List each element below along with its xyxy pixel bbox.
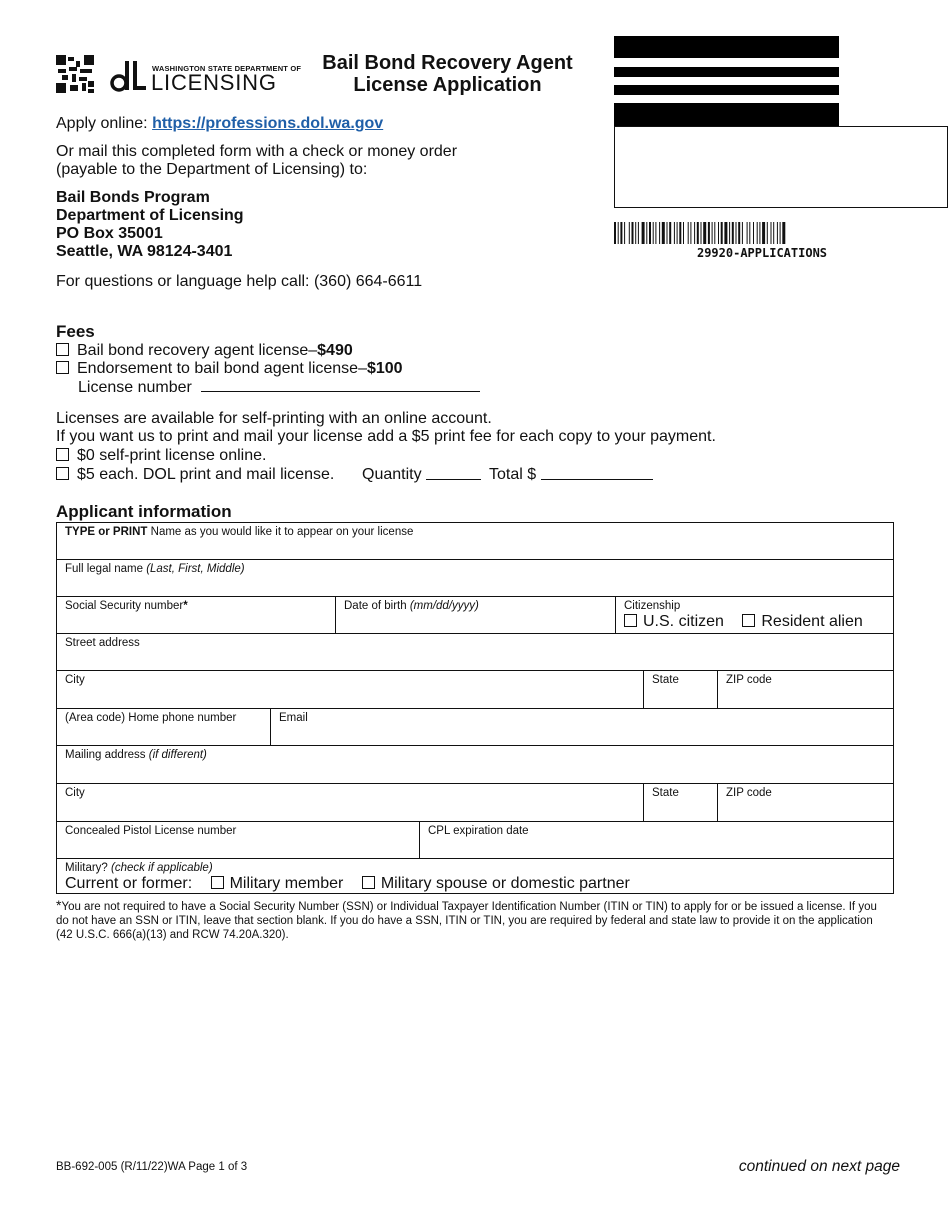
print-option-mail (56, 466, 334, 484)
form-row (57, 597, 893, 634)
print-option-label: $5 each. DOL print and mail license. (77, 466, 335, 483)
continued-note: continued on next page (738, 1158, 900, 1175)
office-use-stripe (614, 103, 839, 126)
barcode-bar (771, 222, 772, 244)
field-label: City (65, 787, 85, 799)
barcode-bar (777, 222, 778, 244)
mailing-zip-field[interactable] (718, 784, 893, 821)
fees-heading: Fees (56, 322, 95, 341)
form-row (57, 822, 893, 859)
footnote-mark: * (56, 897, 62, 913)
field-label: State (652, 787, 679, 799)
mailing-city-field[interactable] (57, 784, 644, 821)
barcode-bar (718, 222, 719, 244)
form-row (57, 671, 893, 709)
self-print-checkbox[interactable] (56, 448, 69, 461)
barcode-bar (629, 222, 630, 244)
barcode-bar (635, 222, 636, 244)
barcode-bar (729, 222, 730, 244)
field-hint: (mm/dd/yyyy) (409, 600, 479, 612)
applicant-form (56, 522, 894, 894)
form-row (57, 859, 893, 893)
qr-code-icon (56, 55, 94, 93)
form-title-line1: Bail Bond Recovery Agent (322, 52, 573, 74)
fee-item-endorsement: Endorsement to bail bond agent license–$100 (56, 360, 403, 378)
barcode-bar (679, 222, 681, 244)
us-citizen-checkbox[interactable] (624, 614, 637, 627)
email-field[interactable] (271, 709, 893, 745)
barcode-bar (767, 222, 768, 244)
barcode-bar (653, 222, 654, 244)
dob-field[interactable] (336, 597, 616, 633)
barcode-bar (667, 222, 668, 244)
military-field (57, 859, 893, 893)
applicant-heading: Applicant information (56, 502, 232, 521)
field-label-bold: TYPE or PRINT (65, 526, 148, 538)
barcode-icon (614, 222, 888, 244)
barcode-bar (674, 222, 675, 244)
barcode-bar (624, 222, 625, 244)
barcode-bar (762, 222, 765, 244)
resident-alien-checkbox[interactable] (742, 614, 755, 627)
apply-online-link[interactable]: https://professions.dol.wa.gov (152, 115, 384, 132)
barcode-bar (736, 222, 737, 244)
barcode-bar (632, 222, 634, 244)
field-label: ZIP code (726, 674, 772, 686)
barcode-bar (703, 222, 706, 244)
quantity-label: Quantity (362, 466, 422, 483)
apply-online-line (56, 115, 383, 133)
field-hint: (if different) (148, 749, 207, 761)
fee-recovery-agent-checkbox[interactable] (56, 343, 69, 356)
home-phone-field[interactable] (57, 709, 271, 745)
military-options (65, 875, 893, 893)
print-info-line1: Licenses are available for self-printing with an online account. (56, 410, 492, 427)
ssn-field[interactable] (57, 597, 336, 633)
footnote-text: You are not required to have a Social Security Number (SSN) or Individual Taxpayer Identification Number (ITIN or TIN) to apply for or be issued a license. If you do not have an SSN or ITIN, leave that section blank. If you do have a SSN, ITIN or TIN, you are required by federal and state law to provide it on the application (42 U.S.C. 666(a)(13) and RCW 74.20A.320). (56, 901, 877, 941)
mail-print-checkbox[interactable] (56, 467, 69, 480)
cpl-number-field[interactable] (57, 822, 420, 858)
office-use-stripe (614, 67, 839, 77)
field-label: CPL expiration date (428, 825, 529, 837)
mail-line2: (payable to the Department of Licensing) to: (56, 161, 368, 178)
barcode-bar (712, 222, 713, 244)
barcode-bar (782, 222, 785, 244)
form-title (295, 52, 600, 96)
office-use-stripe (614, 85, 839, 95)
fee-item-label: Endorsement to bail bond agent license (77, 360, 359, 377)
form-id: BB-692-005 (R/11/22)WA Page 1 of 3 (56, 1161, 248, 1173)
barcode-bar (659, 222, 660, 244)
fee-item-price: $100 (366, 360, 403, 377)
address-line: Seattle, WA 98124-3401 (56, 243, 233, 260)
barcode-bar (757, 222, 758, 244)
barcode-bar (749, 222, 750, 244)
barcode-bar (614, 222, 616, 244)
barcode-bar (732, 222, 734, 244)
barcode-bar (747, 222, 748, 244)
barcode-bar (620, 222, 622, 244)
barcode-bar (708, 222, 710, 244)
barcode-bar (662, 222, 665, 244)
field-label: Full legal name (65, 563, 147, 575)
form-row (57, 709, 893, 746)
barcode-bar (721, 222, 723, 244)
barcode-bar (701, 222, 702, 244)
state-field[interactable] (644, 671, 718, 708)
display-name-field[interactable] (57, 523, 893, 559)
apply-online-label: Apply online: (56, 115, 148, 132)
field-label: Citizenship (624, 600, 681, 612)
field-label: Military? (65, 862, 112, 874)
form-row (57, 784, 893, 822)
barcode-bar (677, 222, 678, 244)
barcode-bar (646, 222, 647, 244)
questions-line: For questions or language help call: (360) 664-6611 (56, 273, 423, 290)
agency-name-large: LICENSING (151, 70, 277, 95)
dol-logo-icon (110, 59, 148, 93)
field-label: Date of birth (344, 600, 410, 612)
field-hint: (Last, First, Middle) (146, 563, 245, 575)
barcode-bar (669, 222, 671, 244)
field-label: ZIP code (726, 787, 772, 799)
license-number-label: License number (78, 379, 192, 396)
military-spouse-checkbox[interactable] (362, 876, 375, 889)
barcode-bar (697, 222, 699, 244)
print-option-self (56, 447, 266, 465)
field-label: State (652, 674, 679, 686)
barcode-bar (742, 222, 743, 244)
form-row (57, 634, 893, 671)
option-label: Resident alien (761, 613, 863, 630)
legal-name-field[interactable] (57, 560, 893, 596)
address-line: Bail Bonds Program (56, 189, 210, 206)
mailing-address-field[interactable] (57, 746, 893, 783)
print-info-line2: If you want us to print and mail your license add a $5 print fee for each copy to your payment. (56, 428, 716, 445)
form-title-line2: License Application (353, 74, 542, 96)
barcode-bar (773, 222, 774, 244)
form-row (57, 746, 893, 784)
military-member-checkbox[interactable] (211, 876, 224, 889)
citizenship-options (624, 613, 893, 631)
barcode-bar (714, 222, 715, 244)
mail-line1: Or mail this completed form with a check or money order (56, 143, 458, 160)
field-label: City (65, 674, 85, 686)
field-label: Email (279, 712, 308, 724)
total-field[interactable] (541, 479, 653, 480)
barcode-bar (618, 222, 619, 244)
barcode-bar (738, 222, 740, 244)
option-label: Military member (229, 875, 344, 892)
total-label: Total $ (489, 466, 537, 483)
fee-item-price: $490 (317, 342, 353, 359)
address-line: PO Box 35001 (56, 225, 163, 242)
barcode-bar (724, 222, 727, 244)
barcode-bar (683, 222, 684, 244)
barcode-bar (688, 222, 689, 244)
field-label: Current or former: (65, 875, 193, 892)
barcode-bar (780, 222, 781, 244)
field-label: Social Security number (65, 600, 184, 612)
barcode-bar (638, 222, 639, 244)
barcode-bar (655, 222, 656, 244)
barcode-text: 29920-APPLICATIONS (696, 246, 828, 260)
footnote-mark: * (183, 600, 188, 612)
barcode-bar (759, 222, 760, 244)
address-line: Department of Licensing (56, 207, 244, 224)
city-field[interactable] (57, 671, 644, 708)
field-label: Mailing address (65, 749, 149, 761)
fee-item-label: Bail bond recovery agent license (77, 342, 309, 359)
street-address-field[interactable] (57, 634, 893, 670)
mailing-address (56, 189, 244, 261)
barcode-bar (694, 222, 695, 244)
office-use-box (614, 126, 948, 208)
field-label: Name as you would like it to appear on your license (147, 526, 414, 538)
barcode-bar (649, 222, 651, 244)
license-number-field[interactable] (201, 391, 480, 392)
citizenship-field (616, 597, 893, 633)
form-row (57, 523, 893, 560)
zip-field[interactable] (718, 671, 893, 708)
print-option-label: $0 self-print license online. (77, 447, 267, 464)
field-label: (Area code) Home phone number (65, 712, 237, 724)
agency-name-small: WASHINGTON STATE DEPARTMENT OF (152, 64, 302, 73)
option-label: U.S. citizen (643, 613, 724, 630)
field-hint: (check if applicable) (111, 862, 213, 874)
field-label: Street address (65, 637, 140, 649)
office-use-stripe (614, 36, 839, 58)
field-label: Concealed Pistol License number (65, 825, 237, 837)
ssn-footnote (56, 898, 892, 942)
quantity-field[interactable] (426, 479, 481, 480)
cpl-expiration-field[interactable] (420, 822, 893, 858)
mailing-state-field[interactable] (644, 784, 718, 821)
fee-item-recovery-agent: Bail bond recovery agent license–$490 (56, 342, 353, 360)
fee-endorsement-checkbox[interactable] (56, 361, 69, 374)
barcode-bar (753, 222, 754, 244)
option-label: Military spouse or domestic partner (380, 875, 630, 892)
form-row (57, 560, 893, 597)
barcode-bar (642, 222, 645, 244)
barcode-bar (690, 222, 691, 244)
